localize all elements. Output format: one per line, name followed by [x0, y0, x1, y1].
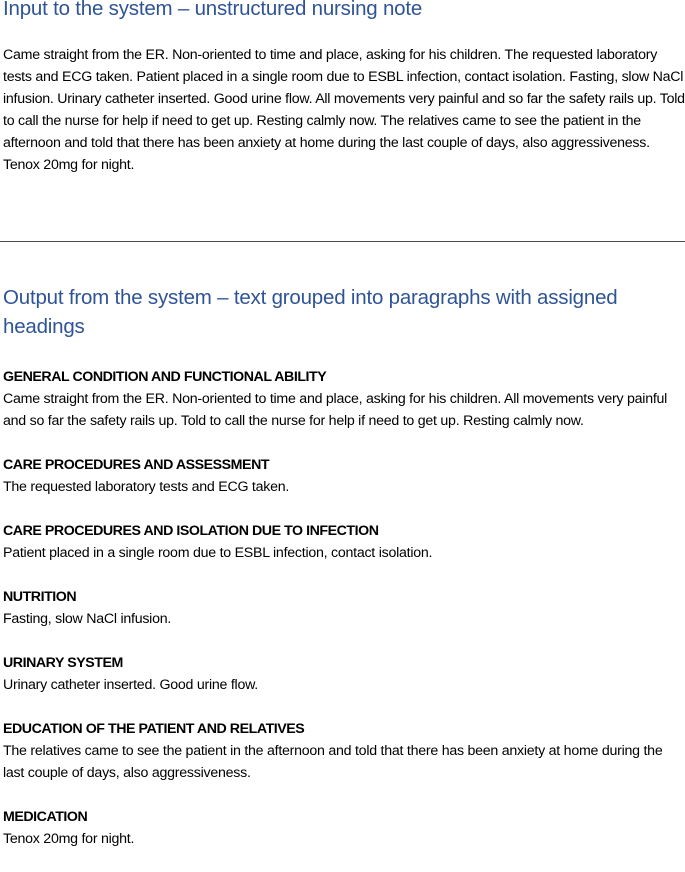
structured-output-paragraphs	[3, 366, 685, 872]
paragraph-general-condition	[3, 366, 685, 432]
paragraph-medication	[3, 806, 685, 850]
paragraph-text: The requested laboratory tests and ECG taken.	[3, 479, 290, 495]
section-divider	[0, 241, 685, 242]
paragraph-care-procedures-assessment	[3, 454, 685, 498]
paragraph-education	[3, 718, 685, 784]
paragraph-heading: CARE PROCEDURES AND ASSESSMENT	[3, 457, 270, 473]
paragraph-heading: EDUCATION OF THE PATIENT AND RELATIVES	[3, 721, 305, 737]
paragraph-heading: URINARY SYSTEM	[3, 655, 123, 671]
paragraph-text: Fasting, slow NaCl infusion.	[3, 611, 172, 627]
output-section-title: Output from the system – text grouped into paragraphs with assigned headings	[3, 286, 618, 338]
paragraph-nutrition	[3, 586, 685, 630]
paragraph-heading: MEDICATION	[3, 809, 88, 825]
paragraph-text: The relatives came to see the patient in the afternoon and told that there has been anxiety at home during the last couple of days, also aggressiveness.	[3, 743, 663, 781]
paragraph-heading: CARE PROCEDURES AND ISOLATION DUE TO INFECTION	[3, 523, 379, 539]
unstructured-nursing-note: Came straight from the ER. Non-oriented to time and place, asking for his children. The requested laboratory tests and ECG taken. Patient placed in a single room due to ESBL infection, contact isolation. Fasting, slow NaCl infusion. Urinary catheter inserted. Good urine flow. All movements very painful and so far the safety rails up. Told to call the nurse for help if need to get up. Resting calmly now. The relatives came to see the patient in the afternoon and told that there has been anxiety at home during the last couple of days, also aggressiveness. Tenox 20mg for night.	[3, 47, 685, 173]
paragraph-text: Came straight from the ER. Non-oriented to time and place, asking for his children. All movements very painful and so far the safety rails up. Told to call the nurse for help if need to get up. Resting calmly now.	[3, 391, 668, 429]
paragraph-heading: NUTRITION	[3, 589, 77, 605]
paragraph-text: Urinary catheter inserted. Good urine flow.	[3, 677, 259, 693]
paragraph-text: Patient placed in a single room due to ESBL infection, contact isolation.	[3, 545, 433, 561]
paragraph-care-procedures-isolation	[3, 520, 685, 564]
input-section-title: Input to the system – unstructured nursing note	[3, 0, 423, 20]
paragraph-text: Tenox 20mg for night.	[3, 831, 135, 847]
paragraph-urinary-system	[3, 652, 685, 696]
paragraph-heading: GENERAL CONDITION AND FUNCTIONAL ABILITY	[3, 369, 327, 385]
